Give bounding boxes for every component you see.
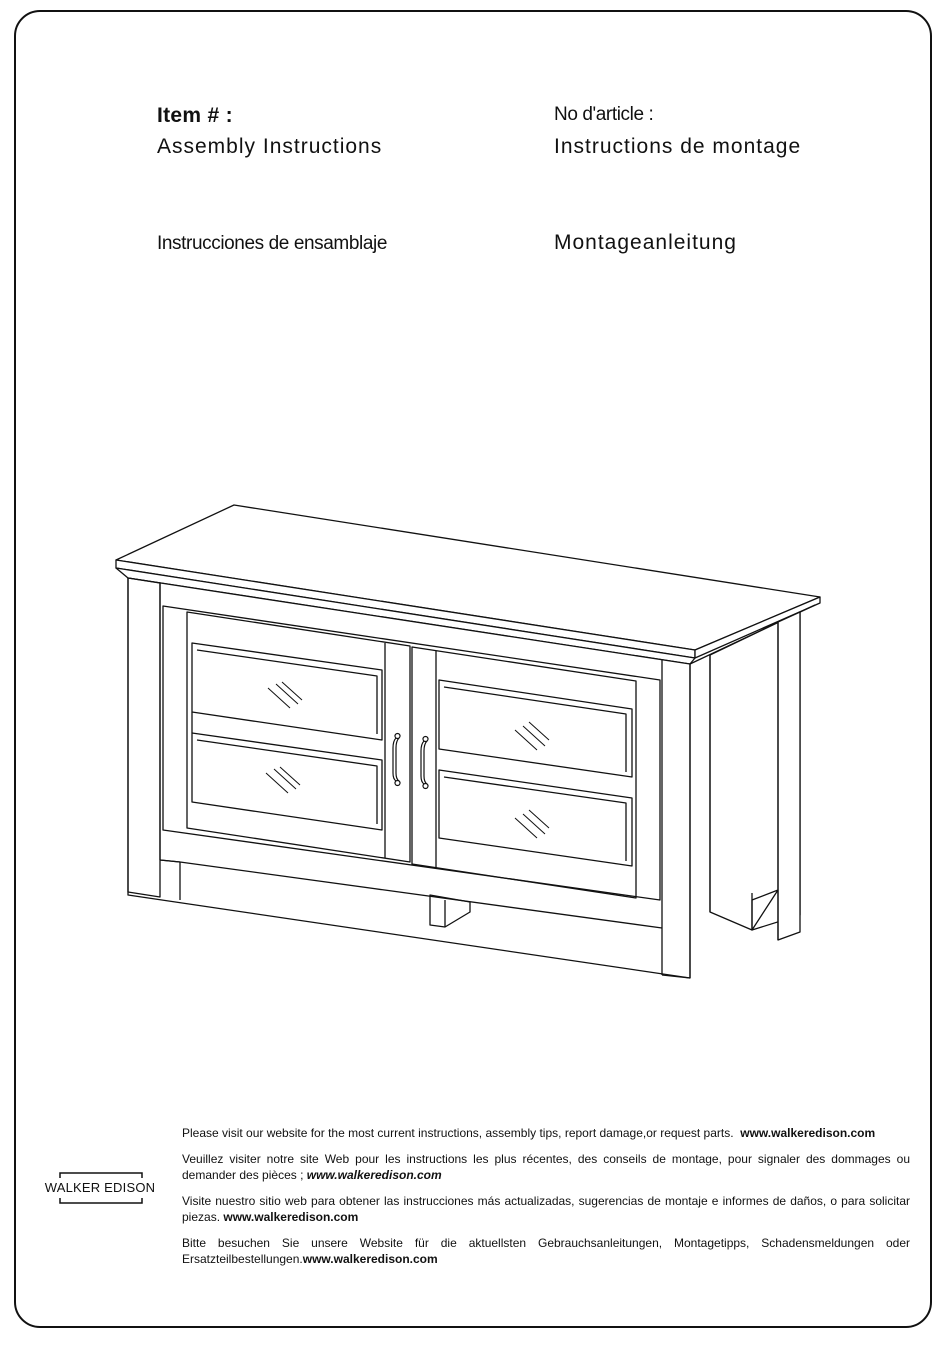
- note-fr-url[interactable]: www.walkeredison.com: [306, 1168, 442, 1182]
- note-es-text: Visite nuestro sitio web para obtener las instrucciones más actualizadas, sugerencias de montaje e informes de daños, o para solicitar piezas.: [182, 1194, 910, 1224]
- note-es: [182, 1193, 910, 1225]
- note-es-url[interactable]: www.walkeredison.com: [223, 1210, 359, 1224]
- assembly-instructions-title-fr: Instructions de montage: [554, 135, 802, 158]
- note-en-text: Please visit our website for the most current instructions, assembly tips, report damage,or request parts.: [182, 1126, 734, 1140]
- note-de-url[interactable]: www.walkeredison.com: [302, 1252, 438, 1266]
- article-number-label-fr: No d'article :: [554, 104, 654, 125]
- assembly-instructions-title-en: Assembly Instructions: [157, 135, 383, 158]
- note-fr-text: Veuillez visiter notre site Web pour les instructions les plus récentes, des conseils de montage, pour signaler des dommages ou demander des pièces ;: [182, 1152, 910, 1182]
- tv-stand-illustration: [100, 495, 840, 985]
- walker-edison-logo: [40, 1172, 160, 1206]
- item-number-label: Item # :: [157, 104, 233, 127]
- website-notes: [182, 1125, 910, 1277]
- note-de: [182, 1235, 910, 1267]
- note-fr: [182, 1151, 910, 1183]
- assembly-instructions-title-de: Montageanleitung: [554, 231, 737, 254]
- logo-text: WALKER EDISON: [44, 1180, 156, 1195]
- note-en-url[interactable]: www.walkeredison.com: [740, 1126, 876, 1140]
- note-de-text: Bitte besuchen Sie unsere Website für die aktuellsten Gebrauchsanleitungen, Montagetipps, Schadensmeldungen oder Ersatzteilbestellungen.: [182, 1236, 910, 1266]
- assembly-instructions-title-es: Instrucciones de ensamblaje: [157, 233, 388, 254]
- note-en: [182, 1125, 910, 1141]
